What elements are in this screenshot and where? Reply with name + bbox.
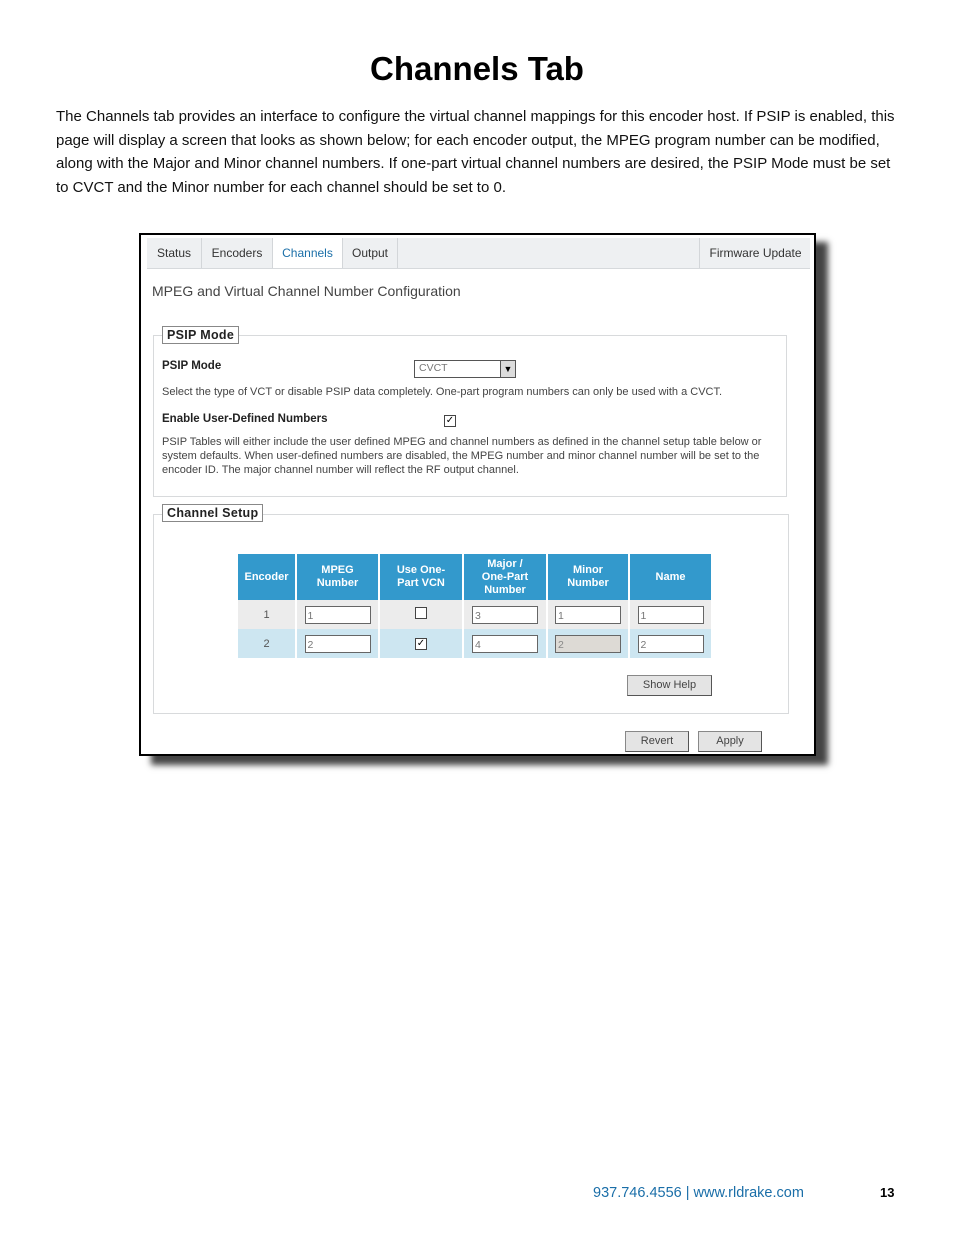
tab-output[interactable]: Output [343, 238, 398, 268]
channel-setup-table [236, 554, 713, 658]
tab-encoders[interactable]: Encoders [202, 238, 273, 268]
col-encoder: Encoder [238, 554, 295, 600]
one-part-checkbox[interactable] [415, 607, 427, 619]
col-name: Name [630, 554, 711, 600]
page-number: 13 [880, 1185, 895, 1200]
name-input[interactable]: 1 [638, 606, 704, 624]
col-major-number: Major / One-Part Number [464, 554, 546, 600]
psip-mode-help: Select the type of VCT or disable PSIP data completely. One-part program numbers can only be used with a CVCT. [162, 386, 723, 398]
page-title: Channels Tab [370, 50, 584, 87]
show-help-button[interactable]: Show Help [627, 675, 712, 696]
tab-bar [147, 238, 810, 269]
col-minor-number: Minor Number [548, 554, 628, 600]
psip-mode-legend: PSIP Mode [162, 326, 239, 344]
intro-paragraph: The Channels tab provides an interface to configure the virtual channel mappings for this encoder host. If PSIP is enabled, this page will display a screen that looks as shown below; for each encoder output, the MPEG program number can be modified, along with the Major and Minor channel numbers. If one-part virtual channel numbers are desired, the PSIP Mode must be set to CVCT and the Minor number for each channel should be set to 0. [56, 108, 895, 196]
user-defined-checkbox[interactable]: ✓ [445, 415, 455, 426]
major-number-input[interactable]: 3 [472, 606, 538, 624]
table-row [238, 629, 711, 658]
one-part-checkbox[interactable]: ✓ [416, 638, 426, 649]
tab-status[interactable]: Status [147, 238, 202, 268]
minor-number-input: 2 [555, 635, 621, 653]
encoder-id: 1 [238, 600, 295, 629]
col-mpeg-number: MPEG Number [297, 554, 378, 600]
ui-screenshot-frame [139, 233, 816, 756]
footer-contact[interactable]: 937.746.4556 | www.rldrake.com [593, 1185, 804, 1201]
psip-tables-help: PSIP Tables will either include the user defined MPEG and channel numbers as defined in the channel setup table below or system defaults. When user-defined numbers are disabled, the MPEG number and minor channel number will be set to the encoder ID. The major channel number will reflect the RF output channel. [162, 436, 762, 476]
encoder-id: 2 [238, 629, 295, 658]
table-row [238, 600, 711, 629]
user-defined-label: Enable User-Defined Numbers [162, 413, 328, 425]
tab-channels[interactable]: Channels [273, 238, 343, 268]
name-input[interactable]: 2 [638, 635, 704, 653]
minor-number-input[interactable]: 1 [555, 606, 621, 624]
dropdown-arrow-icon[interactable]: ▼ [500, 361, 515, 377]
table-header-row [238, 554, 711, 600]
mpeg-number-input[interactable]: 2 [305, 635, 371, 653]
tab-firmware-update[interactable]: Firmware Update [699, 238, 811, 268]
channel-setup-legend: Channel Setup [162, 504, 263, 522]
psip-mode-value: CVCT [419, 362, 448, 374]
revert-button[interactable]: Revert [625, 731, 689, 752]
psip-mode-select[interactable] [414, 360, 516, 378]
apply-button[interactable]: Apply [698, 731, 762, 752]
col-use-one-part-vcn: Use One- Part VCN [380, 554, 462, 600]
psip-mode-label: PSIP Mode [162, 360, 222, 372]
major-number-input[interactable]: 4 [472, 635, 538, 653]
mpeg-number-input[interactable]: 1 [305, 606, 371, 624]
section-heading: MPEG and Virtual Channel Number Configuration [152, 283, 461, 299]
